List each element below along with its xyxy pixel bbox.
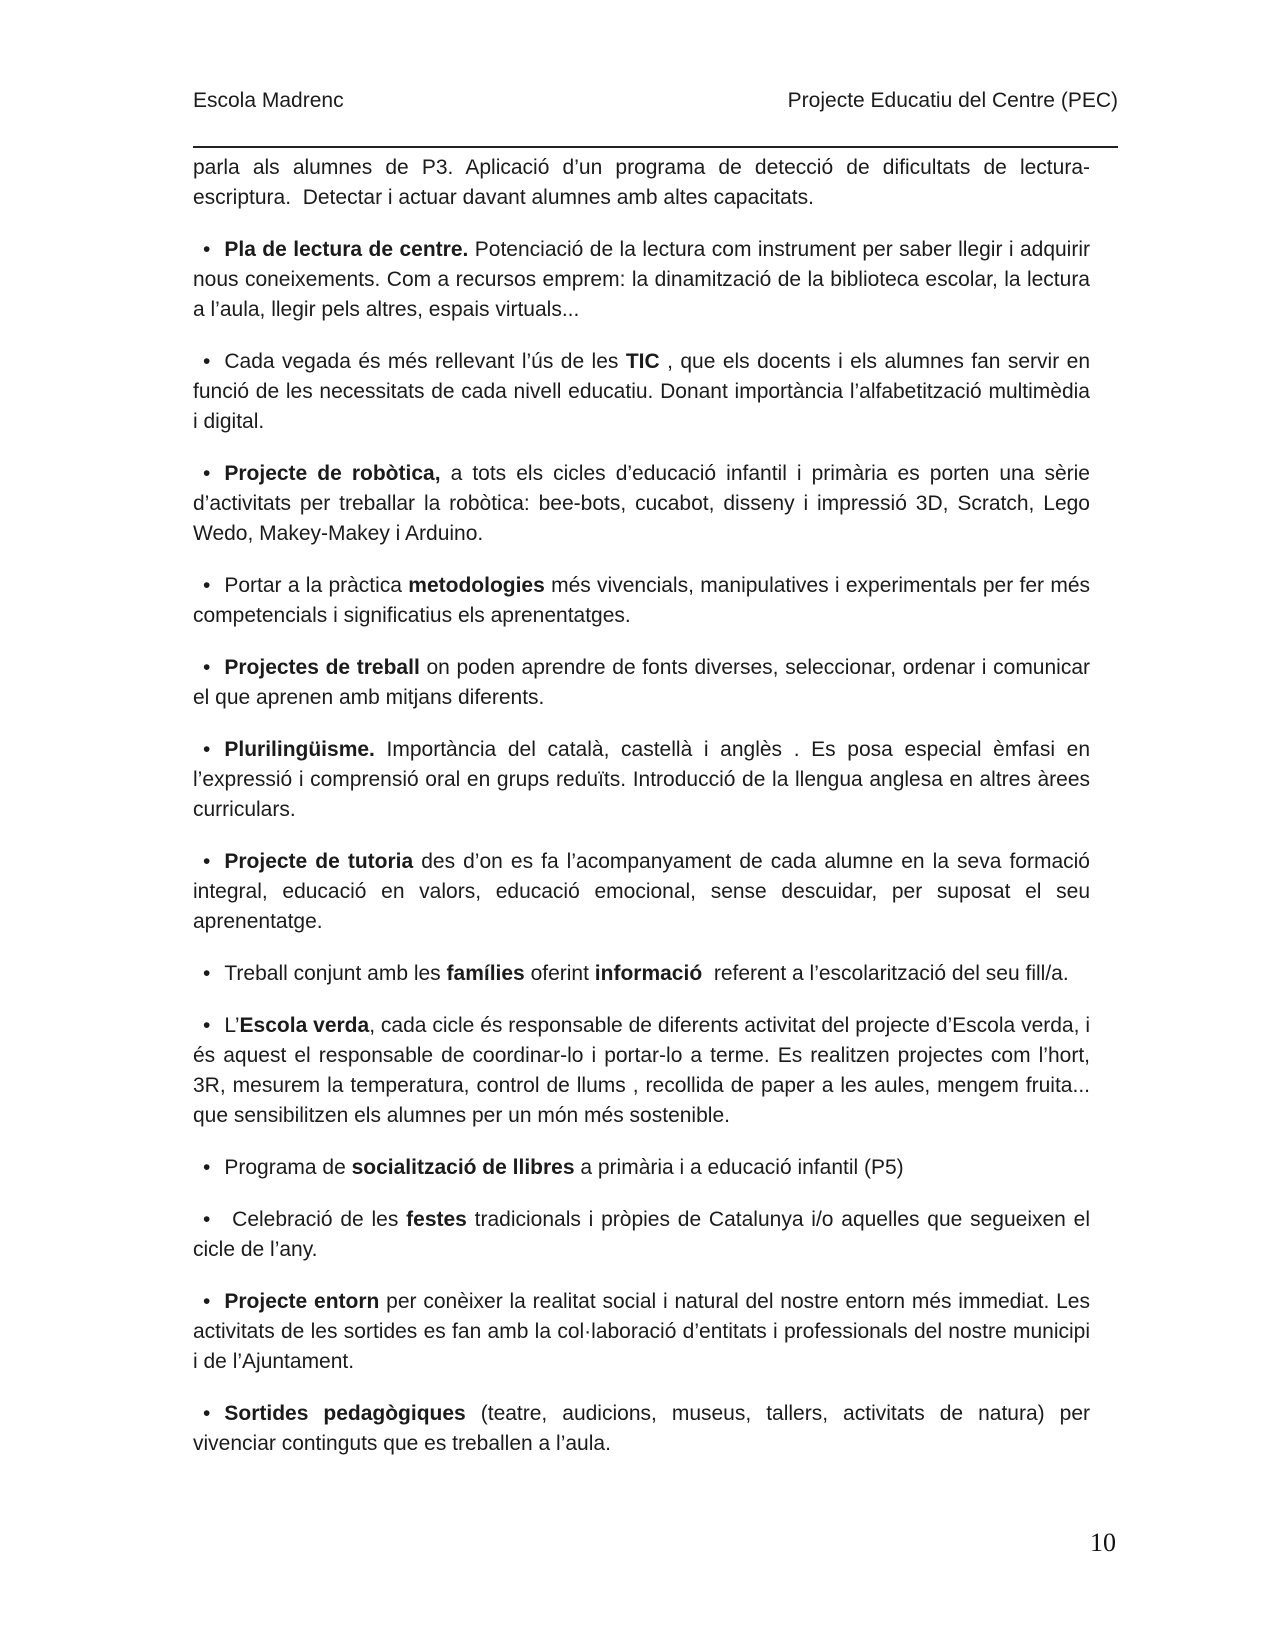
text-segment: Projecte de robòtica, [224, 462, 441, 485]
bullet-item [193, 847, 1096, 937]
text-segment: oferint [524, 962, 595, 985]
text-segment: Treball conjunt amb les [224, 962, 447, 985]
text-segment: socialització de llibres [351, 1156, 575, 1179]
text-segment: referent a l’escolarització del seu fill/a. [702, 962, 1069, 985]
bullet-dot: • [203, 850, 211, 873]
bullet-dot: • [203, 574, 211, 597]
text-segment: Potenciació de la lectura com instrument per saber llegir i adquirir nous coneixements. Com a recursos emprem: la dinamització de la biblioteca escolar, la lectura a l’aula, llegir pels altres, espais virtuals... [193, 238, 1096, 321]
text-segment: Escola verda [239, 1014, 370, 1037]
bullet-item [193, 1287, 1096, 1377]
text-segment: festes [406, 1208, 467, 1231]
header-right-text: Projecte Educatiu del Centre (PEC) [787, 89, 1118, 112]
text-segment: (teatre, audicions, museus, tallers, activitats de natura) per vivenciar continguts que es treballen a l’aula. [193, 1402, 1096, 1455]
text-segment: Projectes de treball [224, 656, 420, 679]
bullet-item [193, 1205, 1096, 1265]
text-segment: on poden aprendre de fonts diverses, seleccionar, ordenar i comunicar el que aprenen amb mitjans diferents. [193, 656, 1096, 709]
text-segment: Importància del català, castellà i anglès . Es posa especial èmfasi en l’expressió i comprensió oral en grups reduïts. Introducció de la llengua anglesa en altres àrees curriculars. [193, 738, 1096, 821]
bullet-dot: • [203, 1290, 211, 1313]
bullet-item [193, 235, 1096, 325]
bullet-item [193, 347, 1096, 437]
text-segment: TIC [625, 350, 660, 373]
text-segment: des d’on es fa l’acompanyament de cada alumne en la seva formació integral, educació en valors, educació emocional, sense descuidar, per suposat el seu aprenentatge. [193, 850, 1096, 933]
text-segment: Sortides pedagògiques [224, 1402, 466, 1425]
bullet-item [193, 571, 1096, 631]
bullet-dot: • [203, 1208, 211, 1231]
bullet-dot: • [203, 1156, 211, 1179]
text-segment: Celebració de les [224, 1208, 407, 1231]
text-segment: , que els docents i els alumnes fan servir en funció de les necessitats de cada nivell educatiu. Donant importància l’alfabetització multimèdia i digital. [193, 350, 1096, 433]
text-segment: Cada vegada és més rellevant l’ús de les [224, 350, 626, 373]
bullet-item [193, 459, 1096, 549]
bullet-item [193, 735, 1096, 825]
bullet-item [193, 959, 1090, 989]
bullet-dot: • [203, 462, 211, 485]
text-segment: L’ [224, 1014, 240, 1037]
bullet-item [193, 1011, 1096, 1131]
bullet-dot: • [203, 962, 211, 985]
bullet-item [193, 1399, 1096, 1459]
page-number: 10 [1090, 1528, 1116, 1557]
text-segment: Projecte entorn [224, 1290, 380, 1313]
text-segment: Programa de [224, 1156, 352, 1179]
text-segment: més vivencials, manipulatives i experimentals per fer més competencials i significatius els aprenentatges. [193, 574, 1096, 627]
paragraph [193, 153, 1090, 213]
header-rule [193, 146, 1118, 148]
header-left-text: Escola Madrenc [193, 89, 344, 112]
text-segment: a primària i a educació infantil (P5) [574, 1156, 904, 1179]
bullet-dot: • [203, 1402, 211, 1425]
bullet-dot: • [203, 238, 211, 261]
page-header [193, 88, 1118, 114]
text-segment: tradicionals i pròpies de Catalunya i/o aquelles que segueixen el cicle de l’any. [193, 1208, 1096, 1261]
text-segment: parla als alumnes de P3. Aplicació d’un programa de detecció de dificultats de lectura-escriptura. Detectar i actuar davant alumnes amb altes capacitats. [193, 156, 1090, 209]
bullet-dot: • [203, 738, 211, 761]
text-segment: metodologies [408, 574, 545, 597]
bullet-item [193, 653, 1096, 713]
bullet-dot: • [203, 1014, 211, 1037]
text-segment: informació [594, 962, 703, 985]
text-segment: Portar a la pràctica [224, 574, 409, 597]
bullet-dot: • [203, 350, 211, 373]
text-segment: a tots els cicles d’educació infantil i primària es porten una sèrie d’activitats per treballar la robòtica: bee-bots, cucabot, disseny i impressió 3D, Scratch, Lego Wedo, Makey-Makey i Arduino. [193, 462, 1096, 545]
text-segment: famílies [446, 962, 525, 985]
bullet-dot: • [203, 656, 211, 679]
text-segment: Pla de lectura de centre. [224, 238, 469, 261]
bullet-item [193, 1153, 1090, 1183]
document-body [193, 153, 1096, 1481]
text-segment: , cada cicle és responsable de diferents activitat del projecte d’Escola verda, i és aquest el responsable de coordinar-lo i portar-lo a terme. Es realitzen projectes com l’hort, 3R, mesurem la temperatura, control de llums , recollida de paper a les aules, mengem fruita... que sensibilitzen els alumnes per un món més sostenible. [193, 1014, 1096, 1127]
text-segment: Plurilingüisme. [224, 738, 375, 761]
text-segment: Projecte de tutoria [224, 850, 414, 873]
text-segment: per conèixer la realitat social i natural del nostre entorn més immediat. Les activitats de les sortides es fan amb la col·laboració d’entitats i professionals del nostre municipi i de l’Ajuntament. [193, 1290, 1096, 1373]
